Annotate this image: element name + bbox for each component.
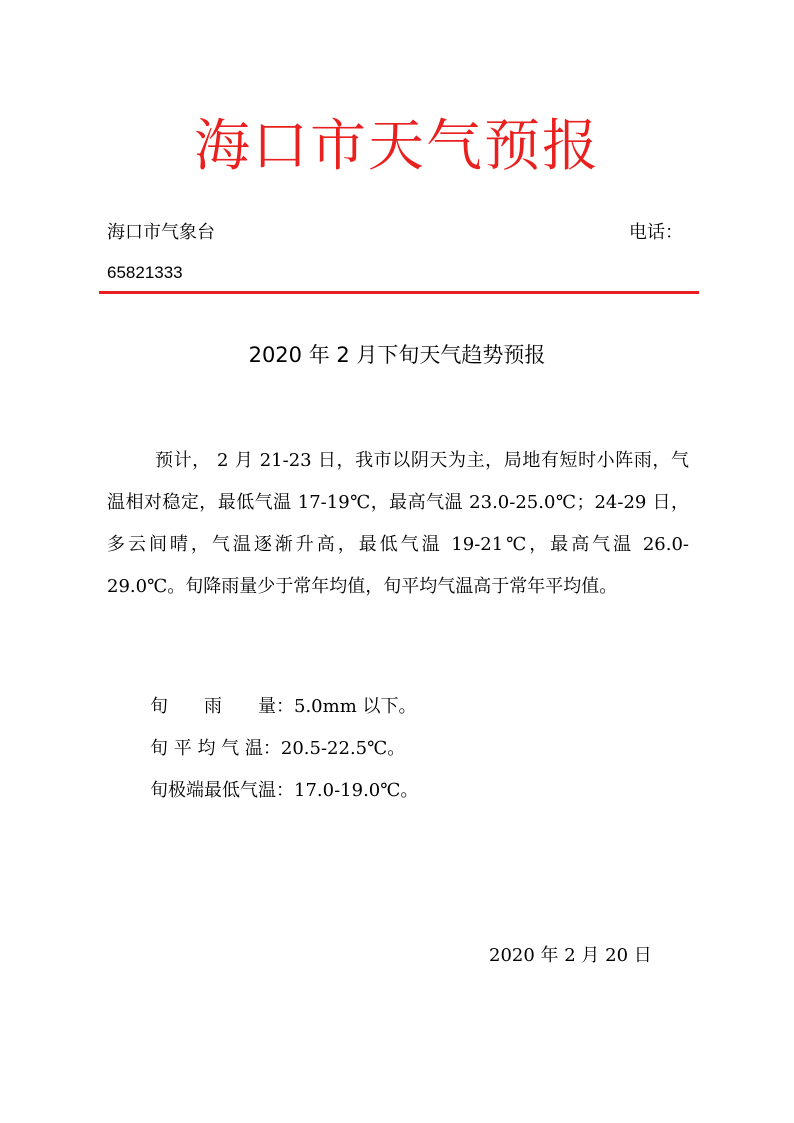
page-title: 海口市天气预报 bbox=[194, 114, 600, 179]
phone-number: 65821333 bbox=[107, 263, 183, 282]
stat-label: 旬 平 均 气 温： bbox=[150, 738, 281, 759]
stat-label: 旬极端最低气温： bbox=[150, 780, 294, 801]
stat-average-temperature bbox=[150, 736, 405, 762]
forecast-paragraph: 预计， 2 月 21-23 日，我市以阴天为主，局地有短时小阵雨，气温相对稳定，最低气温 17-19℃，最高气温 23.0-25.0℃；24-29 日，多云间晴，气温逐渐升高，最低气温 19-21℃，最高气温 26.0-29.0℃。旬降雨量少于常年均值，旬平均气温高于常年平均值。 bbox=[107, 450, 689, 597]
header-divider bbox=[99, 291, 699, 294]
report-subtitle: 2020 年 2 月下旬天气趋势预报 bbox=[248, 343, 546, 367]
issue-date: 2020 年 2 月 20 日 bbox=[489, 945, 652, 966]
stat-value: 5.0mm 以下。 bbox=[294, 696, 417, 717]
stat-label: 旬 雨 量： bbox=[150, 696, 294, 717]
stat-extreme-low-temperature bbox=[150, 778, 418, 804]
stat-rainfall bbox=[150, 694, 416, 720]
stat-value: 20.5-22.5℃。 bbox=[280, 738, 406, 759]
phone-label: 电话： bbox=[629, 222, 683, 243]
organization-name: 海口市气象台 bbox=[107, 222, 215, 243]
stat-value: 17.0-19.0℃。 bbox=[294, 780, 419, 801]
